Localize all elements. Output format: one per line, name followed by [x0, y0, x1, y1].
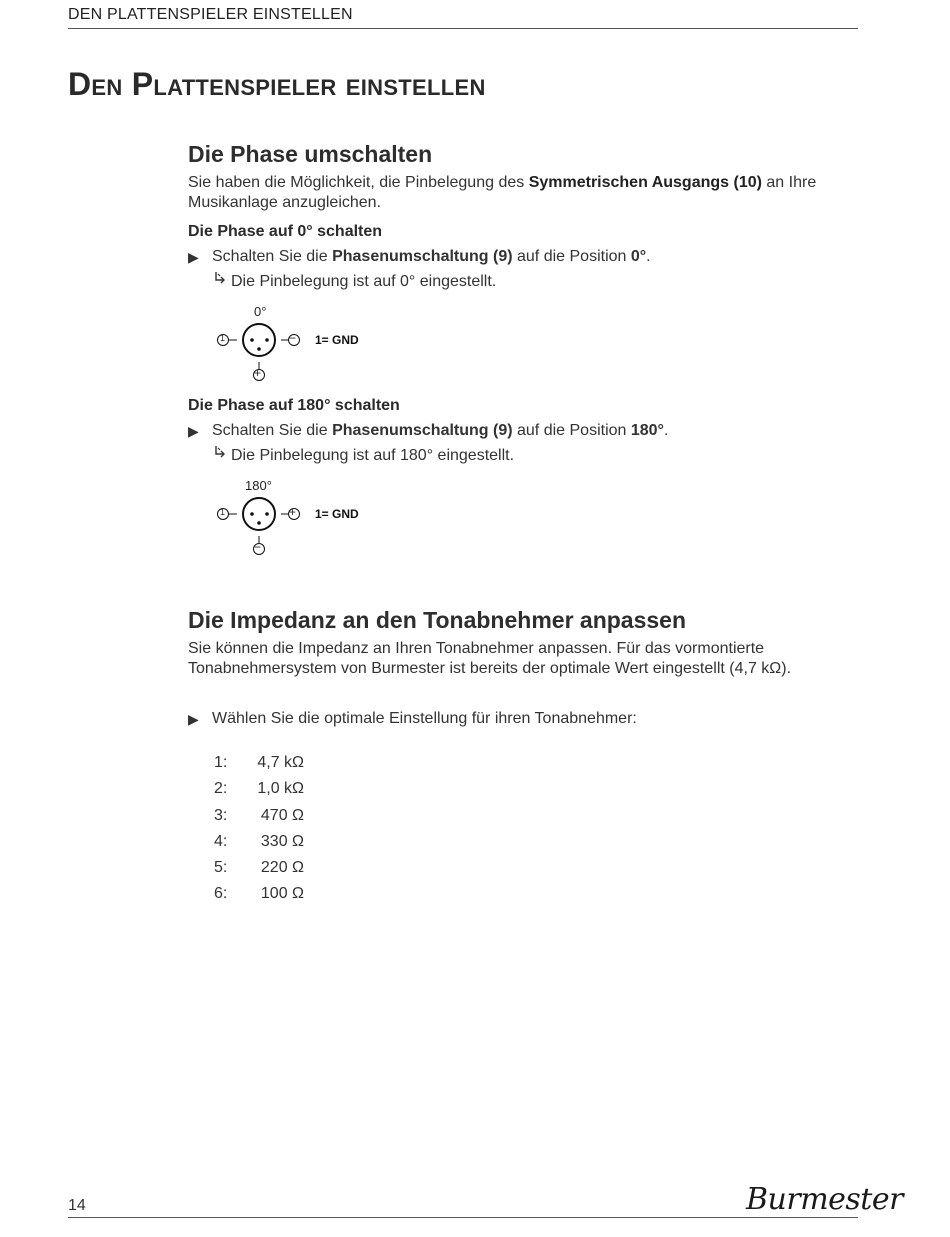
option-value: 100 Ω	[260, 885, 304, 902]
option-number: 6:	[214, 885, 228, 902]
phase-intro-text-end: an Ihre	[761, 174, 817, 191]
option-number: 4:	[214, 833, 228, 850]
phase-intro-line2: Musikanlage anzugleichen.	[188, 194, 382, 211]
list-item	[214, 754, 334, 776]
play-arrow-icon: ▶	[188, 423, 199, 439]
xlr-connector-icon	[212, 476, 312, 562]
impedance-step-text: Wählen Sie die optimale Einstellung für ihren Tonabnehmer:	[212, 710, 637, 727]
step-text: .	[663, 422, 669, 439]
play-arrow-icon: ▶	[188, 711, 199, 727]
play-arrow-icon: ▶	[188, 249, 199, 265]
phase-intro-text: Sie haben die Möglichkeit, die Pinbelegung des	[188, 174, 529, 191]
list-item	[214, 807, 334, 829]
phase-180-heading: Die Phase auf 180° schalten	[188, 397, 400, 414]
phase-180-step-text	[212, 422, 668, 440]
xlr-diagram-180	[212, 476, 382, 562]
step-text: Schalten Sie die	[212, 422, 333, 439]
angle-label: 0°	[254, 304, 267, 319]
result-arrow-icon	[212, 270, 228, 291]
phase-section-heading: Die Phase umschalten	[188, 141, 433, 167]
result-arrow-icon	[212, 444, 228, 465]
step-bold: Phasenumschaltung (9)	[332, 248, 513, 265]
option-number: 5:	[214, 859, 228, 876]
phase-zero-step-text	[212, 248, 651, 266]
list-item	[214, 859, 334, 881]
gnd-label: 1= GND	[315, 507, 359, 521]
phase-zero-heading: Die Phase auf 0° schalten	[188, 223, 383, 240]
xlr-connector-icon	[212, 302, 312, 388]
option-value: 330 Ω	[260, 833, 304, 850]
angle-label: 180°	[245, 478, 272, 493]
phase-180-step	[188, 422, 848, 444]
pin-left-label: 1	[220, 507, 226, 517]
step-text: Schalten Sie die	[212, 248, 333, 265]
option-value: 1,0 kΩ	[257, 780, 304, 797]
option-value: 220 Ω	[260, 859, 304, 876]
pin-left-label: 1	[220, 333, 226, 343]
pin-right-label: −	[289, 331, 297, 345]
option-number: 3:	[214, 807, 228, 824]
page-number: 14	[68, 1197, 86, 1214]
option-number: 2:	[214, 780, 228, 797]
list-item	[214, 885, 334, 907]
impedance-intro-line1: Sie können die Impedanz an Ihren Tonabnehmer anpassen. Für das vormontierte	[188, 640, 765, 657]
option-number: 1:	[214, 754, 228, 771]
gnd-label: 1= GND	[315, 333, 359, 347]
step-text: auf die Position	[512, 422, 631, 439]
impedance-intro	[188, 639, 868, 679]
step-text: auf die Position	[512, 248, 631, 265]
option-value: 470 Ω	[260, 807, 304, 824]
page-title: Den Plattenspieler einstellen	[68, 66, 486, 102]
phase-zero-result	[212, 270, 496, 291]
phase-180-result	[212, 444, 514, 465]
pin-bottom-label: +	[254, 366, 262, 380]
step-bold: Phasenumschaltung (9)	[332, 422, 513, 439]
header-rule	[68, 28, 858, 29]
impedance-section-heading: Die Impedanz an den Tonabnehmer anpassen	[188, 607, 687, 633]
footer-rule	[68, 1217, 858, 1218]
step-bold-position: 0°	[630, 248, 647, 265]
phase-180-result-text: Die Pinbelegung ist auf 180° eingestellt.	[231, 447, 515, 464]
brand-logo: Burmester	[746, 1182, 903, 1217]
phase-intro-bold: Symmetrischen Ausgangs (10)	[528, 174, 762, 191]
option-value: 4,7 kΩ	[257, 754, 304, 771]
impedance-step	[188, 710, 848, 732]
phase-zero-step	[188, 248, 848, 270]
xlr-diagram-zero	[212, 302, 382, 388]
phase-intro	[188, 173, 868, 213]
running-header: DEN PLATTENSPIELER EINSTELLEN	[68, 6, 353, 23]
step-bold-position: 180°	[630, 422, 664, 439]
pin-right-label: +	[289, 505, 297, 519]
step-text: .	[646, 248, 651, 265]
list-item	[214, 780, 334, 802]
phase-zero-result-text: Die Pinbelegung ist auf 0° eingestellt.	[231, 273, 497, 290]
pin-bottom-label: −	[254, 540, 262, 554]
impedance-intro-line2: Tonabnehmersystem von Burmester ist bereits der optimale Wert eingestellt (4,7 kΩ).	[188, 660, 792, 677]
list-item	[214, 833, 334, 855]
